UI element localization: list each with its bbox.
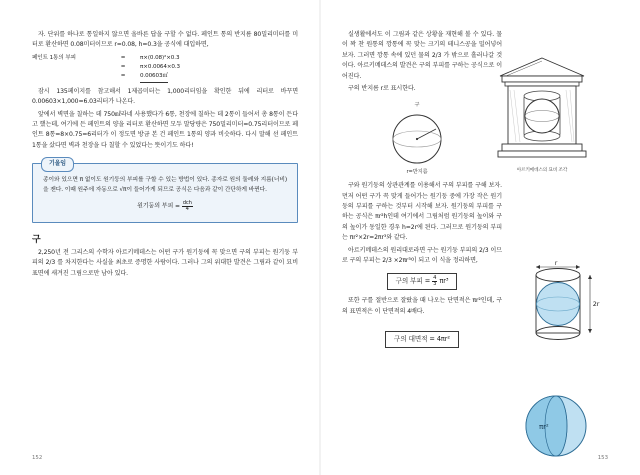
sphere-volume-rest: πr³ [439, 276, 449, 285]
sphere-surface-label: 구의 대면적 [394, 335, 428, 344]
paragraph-tennis-ball: 실생활에서도 이 그림과 같은 상황을 재현해 볼 수 있다. 물이 꽉 찬 원통의 깡통에 꼭 맞는 크기의 테니스공을 밀어넣어 보자. 그러면 깡통 속에 있던 물의 2/3 가 밖으로 흘러나갈 것이다. 아르키메데스의 발견은 구의 부피를 구하는 공식으로 이어진다. [342, 31, 502, 80]
sphere-surface-rest: 4πr² [436, 335, 450, 344]
sphere-surface-equation [342, 331, 502, 347]
sphere-surface-equals: = [429, 335, 435, 344]
equation-symbol: = [120, 54, 126, 61]
sphere-figure-title: 구 [414, 102, 420, 109]
equation-row-3 [32, 72, 298, 83]
monument-caption: 아르키메데스의 묘비 조각 [516, 168, 568, 173]
sphere-volume-label: 구의 부피 [395, 276, 423, 285]
equation-value-2: π×0.0064×0.3 [140, 63, 181, 70]
left-page-number: 152 [32, 455, 43, 461]
paragraph-radius-note: 구의 반지름 r로 표시한다. [348, 85, 416, 93]
sphere-volume-denominator: 3 [433, 281, 437, 288]
right-page [320, 0, 640, 475]
sphere-volume-numerator: 4 [433, 274, 437, 281]
paragraph-cylinder-derivation: 구와 원기둥의 상관관계를 이용해서 구의 부피를 구해 보자. 먼저 어떤 구가 꼭 맞게 들어가는 원기둥 중에 가장 작은 원기둥의 부피를 구하는 것부터 시작해 보자. 원기둥의 부피를 구하는 공식은 πr²h인데 여기에서 그림처럼 원기둥의 높이와 구의 높이가 동일한 경우 h=2r에 된다. 그러므로 원기둥의 부피는 πr²×2r=2πr³와 같다. [342, 182, 502, 242]
cylinder-with-sphere-drawing [512, 259, 604, 351]
equation-row-2 [32, 63, 298, 72]
sphere-volume-fraction [432, 276, 437, 288]
tip-formula-label: 원기둥의 부피 [137, 202, 174, 210]
paragraph-two-thirds: 아르키메데스의 원리대로라면 구는 원기둥 부피의 2/3 이므로 구의 부피는 2/3 ×2πr³이 되고 이 식을 정리하면, [342, 246, 502, 265]
svg-text:πr²: πr² [539, 423, 549, 431]
tip-formula-equals: = [174, 202, 180, 210]
tip-formula-numerator: dch [182, 200, 192, 207]
left-page-content [32, 30, 298, 279]
sphere-drawing [362, 111, 472, 167]
equation-value-3: 0.00603㎥ [140, 72, 168, 83]
sphere-volume-equals: = [424, 276, 431, 285]
sphere-surface-boxed [385, 331, 459, 347]
equation-symbol-3: = [120, 72, 126, 79]
archimedes-tomb-drawing [494, 54, 590, 166]
sphere-figure [342, 100, 492, 177]
right-page-number: 153 [597, 455, 608, 461]
tip-box-formula [43, 201, 287, 213]
paragraph-liters: 잠시 135페이지를 참고해서 1제곱미터는 1,000리터임을 확인한 뒤에 리터로 바꾸면 0.00603×1,000=6.03리터가 나온다. [32, 87, 298, 106]
equation-label: 페인트 1통의 부피 [32, 54, 76, 61]
section-heading-sphere: 구 [32, 234, 41, 245]
monument-illustration [494, 54, 590, 175]
paragraph-archimedes-text: 2,250년 전 그리스의 수학자 아르키메데스는 어떤 구가 원기둥에 꼭 맞으면 구의 부피는 원기둥 부피의 2/3 를 차지한다는 사실을 최초로 증명한 사람이다. 그러나 그의 위대한 발견은 그림과 같이 묘비 표면에 새겨진 그림으로만 남아 있다. [32, 249, 298, 277]
paragraph-archimedes [32, 248, 298, 279]
sphere-radius-label: r=반지름 [406, 168, 428, 175]
tip-formula-denominator: 4 [182, 206, 193, 212]
sphere-volume-equation [342, 273, 502, 291]
equation-row-main [32, 54, 298, 63]
tip-formula-fraction [182, 201, 193, 213]
paragraph-cans: 앞에서 벽면을 칠하는 데 750㎖라네 사용했다가 6통, 천장에 칠하는 데 2통이 들어서 총 8통이 든다고 했는데, 여기에 든 페인트의 양을 리터로 환산하면 모두 말당량은 750밀리미터=0.75리터이므로 페인트 8통=8×0.75=6리터가 이 정도면 방금 본 건 페인트 1통의 양과 비슷하다. 다시 말해 선 페인트 1통을 샀다면 벽과 천장을 다 칠할 수 있었다는 뜻이기도 하다! [32, 110, 298, 149]
right-page-content [342, 30, 608, 431]
sphere-volume-boxed [387, 273, 458, 291]
equation-value: π×(0.08)²×0.3 [140, 54, 180, 61]
svg-text:r: r [554, 260, 558, 267]
cylinder-sphere-figure [512, 259, 608, 351]
tip-box-text: 종이와 있으면 π 없이도 원기둥의 부피를 구할 수 있는 방법이 있다. 종자로 원의 둘레와 지름(너비)을 잰다. 이때 원주에 자동으로 √π이 들어가게 되므로 공식은 다음과 같이 간단하게 바뀐다. [43, 177, 287, 193]
paragraph-intro: 자. 단위를 하나로 통일하지 않으면 올바른 답을 구할 수 없다. 페인트 통의 반지름 80밀리미터를 미터로 환산하면 0.08미터이므로 r=0.08, h=0.3을 공식에 대입하면, [32, 31, 298, 49]
hemisphere-drawing [512, 389, 600, 463]
svg-text:2r: 2r [592, 300, 600, 308]
paint-volume-equation [32, 54, 298, 83]
hemisphere-figure [512, 389, 608, 463]
tip-box-tab-label: 기울임 [41, 157, 74, 172]
tip-box [32, 160, 298, 222]
equation-symbol-2: = [120, 63, 126, 70]
paragraph-surface-area: 또한 구를 절반으로 잘랐을 때 나오는 단면적은 πr²인데, 구의 표면적은 이 단면적의 4배다. [342, 297, 502, 315]
